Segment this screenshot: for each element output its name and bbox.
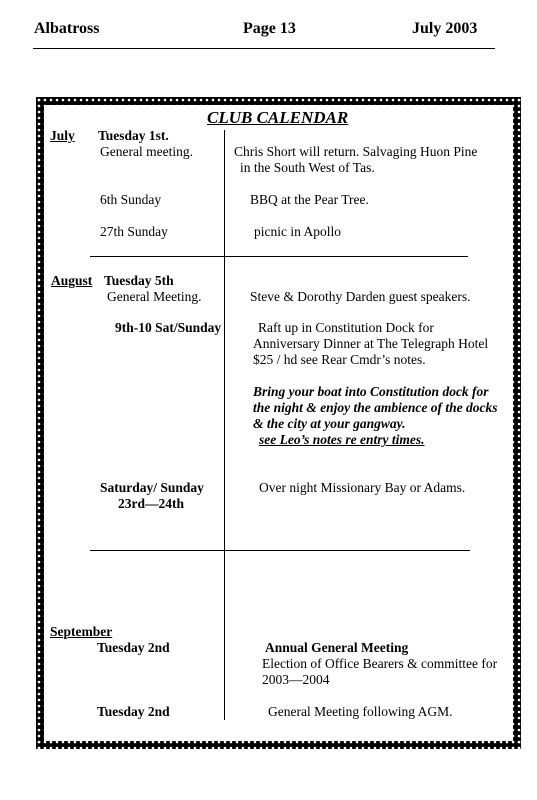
calendar-title: CLUB CALENDAR [207,108,349,127]
august-event-1-detail: Steve & Dorothy Darden guest speakers. [250,289,471,304]
july-event-2-date: 6th Sunday [100,192,162,207]
september-event-2-detail: General Meeting following AGM. [268,704,453,719]
july-event-1-date: Tuesday 1st. [98,128,169,143]
column-divider [224,130,225,720]
july-event-1-detail-1: Chris Short will return. Salvaging Huon Pine [234,144,478,159]
month-july: July [50,128,75,143]
august-event-2-date: 9th-10 Sat/Sunday [115,320,222,335]
august-event-2-detail-3: $25 / hd see Rear Cmdr’s notes. [253,352,426,367]
july-event-1-detail-2: in the South West of Tas. [240,160,375,175]
august-event-3-date-1: Saturday/ Sunday [100,480,204,495]
july-event-2-detail: BBQ at the Pear Tree. [250,192,369,207]
august-event-3-detail: Over night Missionary Bay or Adams. [259,480,466,495]
august-event-3-date-2: 23rd—24th [118,496,185,511]
august-note-line-2: the night & enjoy the ambience of the docks [253,400,498,415]
month-august: August [51,273,93,288]
issue-date: July 2003 [412,20,478,37]
august-event-2-detail-2: Anniversary Dinner at The Telegraph Hotel [253,336,489,351]
august-note-line-3: & the city at your gangway. [253,416,406,431]
august-event-1-date: Tuesday 5th [104,273,174,288]
page-number: Page 13 [243,20,296,37]
september-event-1-detail-2: 2003—2004 [262,672,330,687]
august-note-line-4: see Leo’s notes re entry times. [259,432,425,447]
september-event-2-date: Tuesday 2nd [97,704,170,719]
august-note-line-1: Bring your boat into Constitution dock for [253,384,489,399]
publication-name: Albatross [34,20,100,37]
august-event-2-detail-1: Raft up in Constitution Dock for [258,320,434,335]
september-event-1-detail-1: Election of Office Bearers & committee for [262,656,498,671]
september-event-1-title: Annual General Meeting [265,640,409,655]
july-event-3-date: 27th Sunday [100,224,168,239]
month-september: September [50,624,113,639]
july-event-3-detail: picnic in Apollo [254,224,341,239]
september-event-1-date: Tuesday 2nd [97,640,170,655]
section-rule-july [90,256,468,257]
august-event-1-desc: General Meeting. [107,289,202,304]
july-event-1-desc: General meeting. [100,144,193,159]
header-rule [33,48,495,49]
section-rule-august [90,550,470,551]
